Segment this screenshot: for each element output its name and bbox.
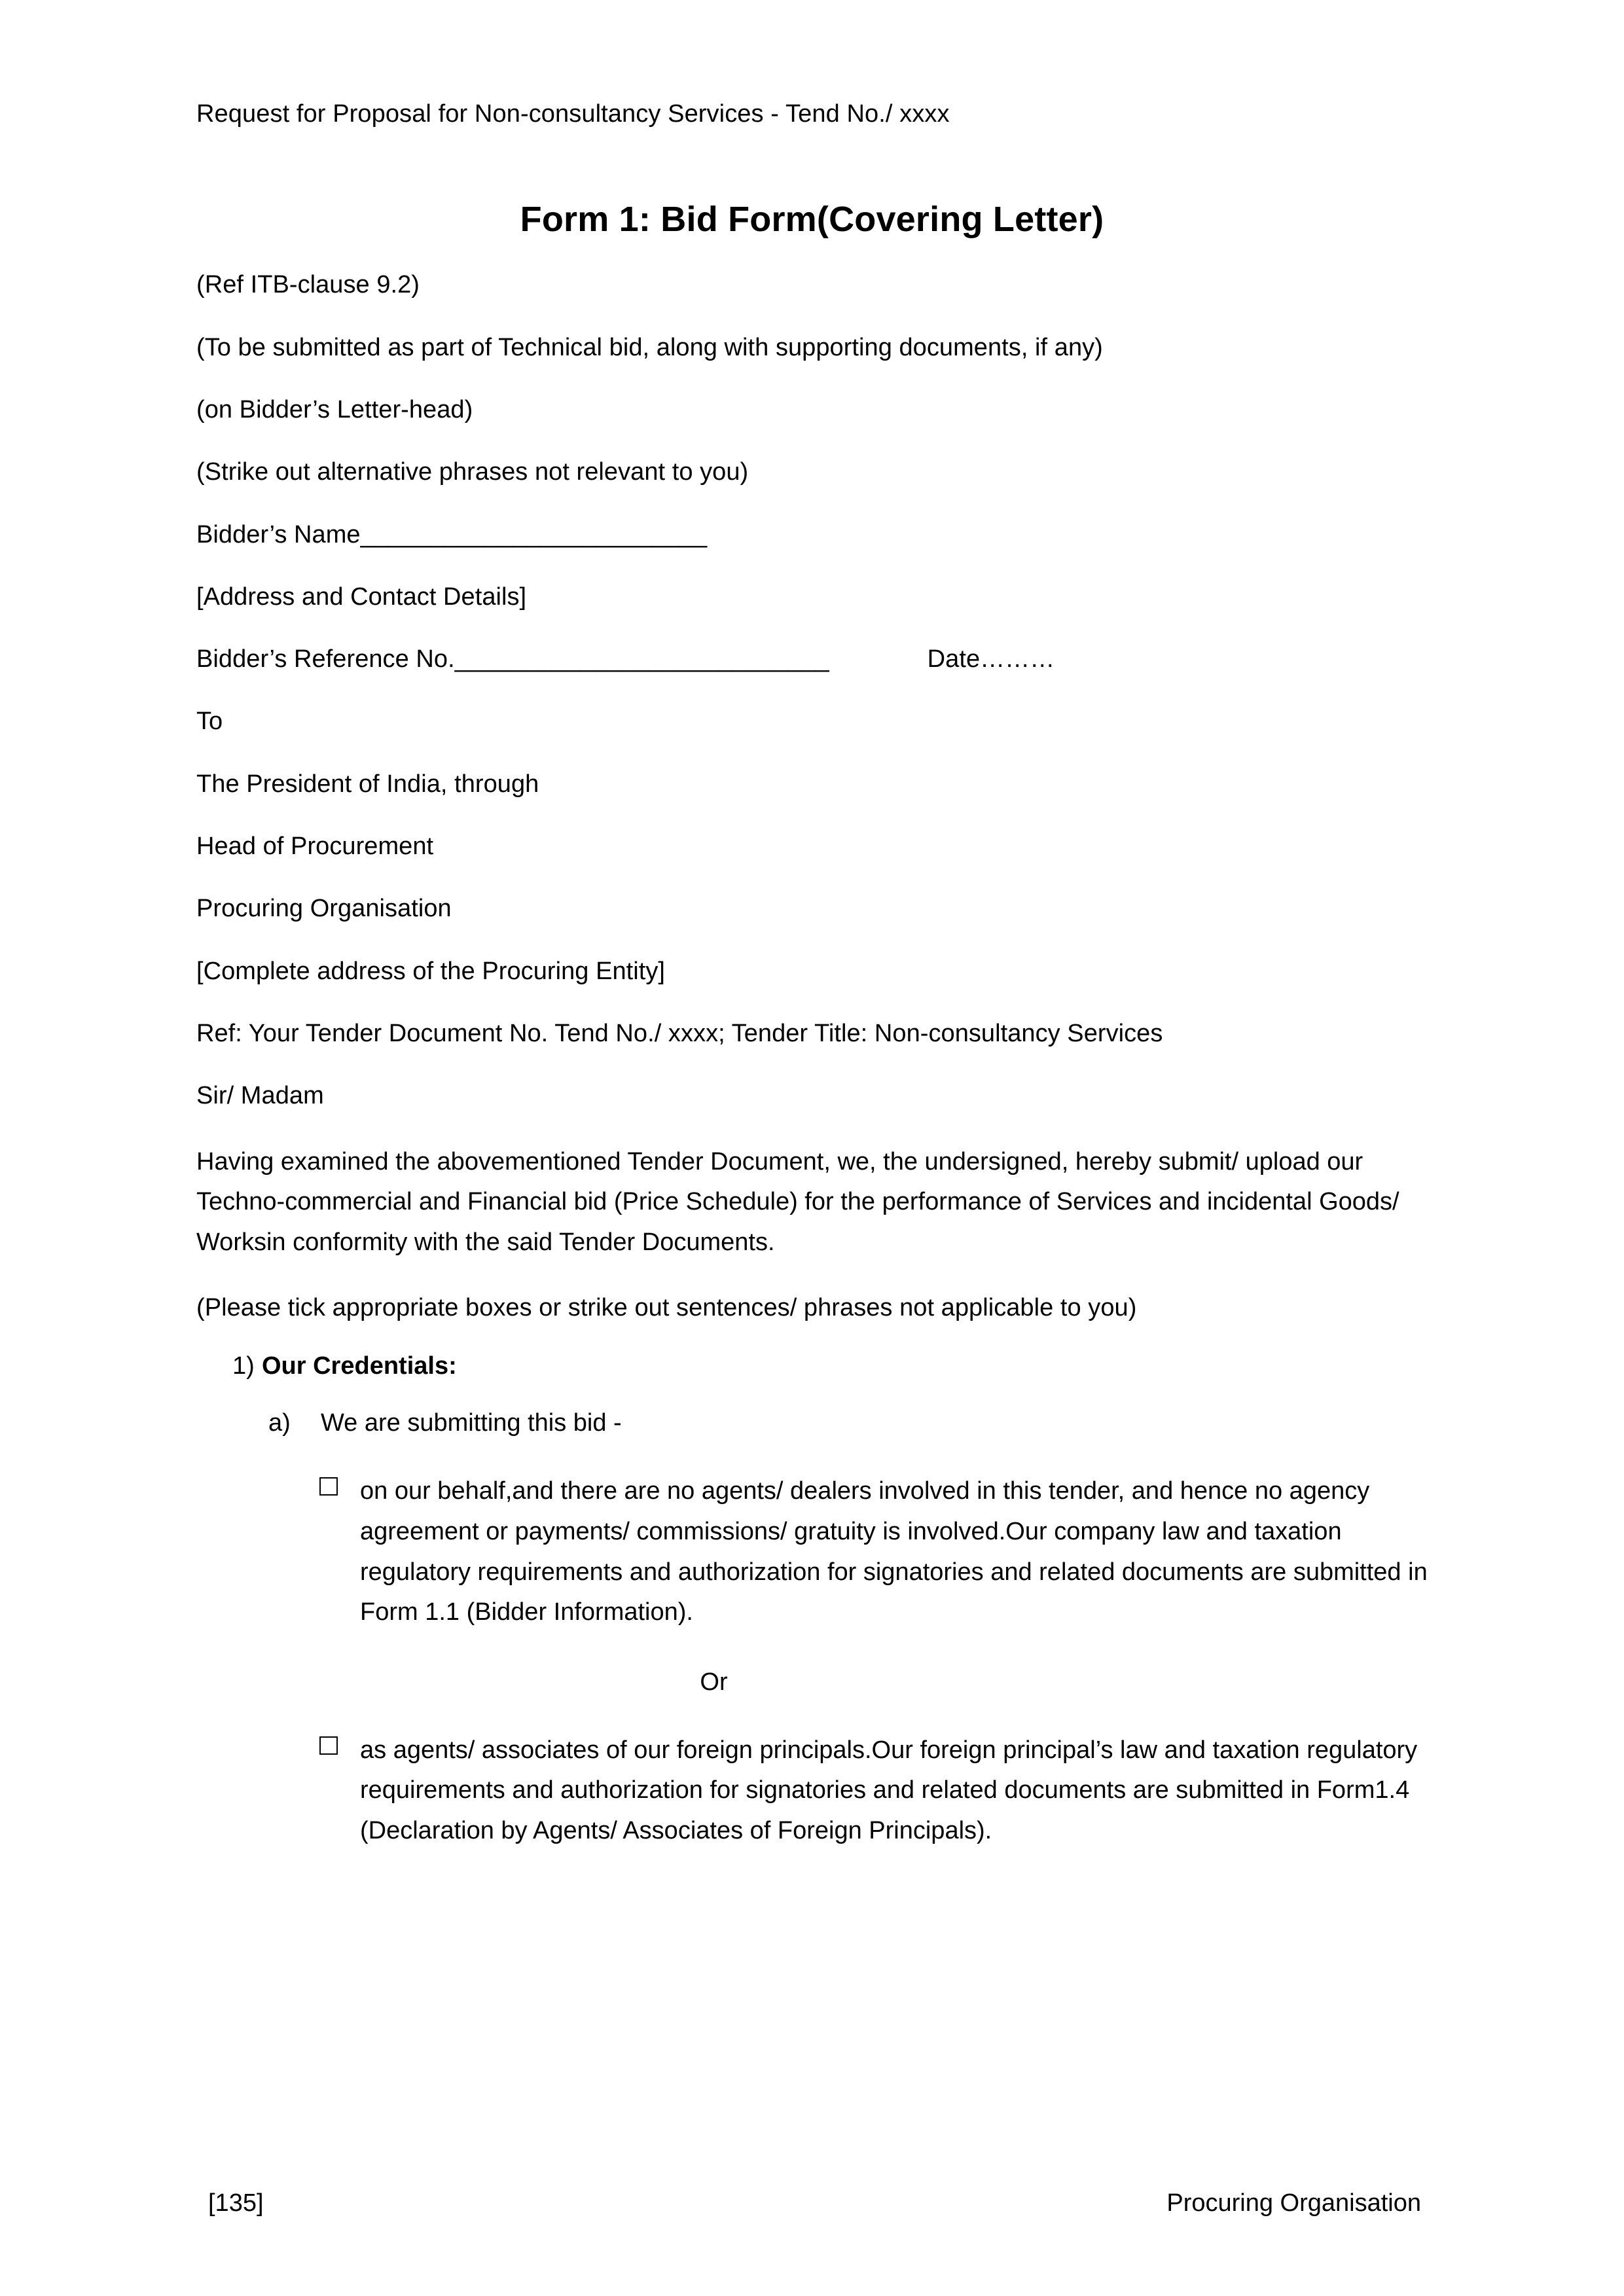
bidder-reference-line [196, 614, 1434, 676]
list-item [196, 1325, 1434, 1380]
letterhead-note-text: (on Bidder’s Letter-head) [196, 395, 473, 423]
checkbox-option-label: as agents/ associates of our foreign principals.Our foreign principal’s law and taxation regulatory requirements and authorization for signatories and related documents are submitted in Form1.4 (Declaration by Agents/ Associates of Foreign Principals). [360, 1736, 1418, 1844]
footer-organisation: Procuring Organisation [1166, 2189, 1421, 2217]
address-details-text: [Address and Contact Details] [196, 583, 527, 611]
ref-clause-text: (Ref ITB-clause 9.2) [196, 271, 420, 299]
running-header: Request for Proposal for Non-consultancy Services - Tend No./ xxxx [196, 100, 950, 128]
submission-note-text: (To be submitted as part of Technical bid, along with supporting documents, if any) [196, 333, 1103, 361]
list-marker: 1) [232, 1352, 255, 1380]
checkbox-option-agents[interactable] [196, 1696, 1434, 1852]
or-separator: Or [700, 1668, 728, 1696]
to-label: To [196, 708, 223, 736]
bidder-reference-field: Bidder’s Reference No.___________________________ [196, 645, 829, 673]
page-footer [190, 2189, 1434, 2217]
sub-list-marker: a) [268, 1409, 291, 1437]
checkbox-option-own-behalf[interactable] [196, 1437, 1434, 1632]
addressee-president: The President of India, through [196, 770, 539, 798]
checkbox-icon[interactable] [319, 1477, 338, 1496]
main-paragraph: Having examined the abovementioned Tender Document, we, the undersigned, hereby submit/ upload our Techno-commercial and Financial bid (Price Schedule) for the performance of Services and incidental Goods/ Worksin conformity with the said Tender Documents. [196, 1147, 1399, 1256]
tick-instruction-text: (Please tick appropriate boxes or strike out sentences/ phrases not applicable to you) [196, 1294, 1137, 1322]
credentials-list [190, 1325, 1434, 1380]
addressee-head-of-procurement: Head of Procurement [196, 833, 434, 861]
addressee-organisation: Procuring Organisation [196, 895, 452, 923]
date-field: Date……… [927, 645, 1055, 673]
strike-note-text: (Strike out alternative phrases not relevant to you) [196, 458, 749, 486]
addressee-address: [Complete address of the Procuring Entity] [196, 957, 666, 985]
page-number: [135] [208, 2189, 264, 2217]
checkbox-option-label: on our behalf,and there are no agents/ dealers involved in this tender, and hence no agency agreement or payments/ commissions/ gratuity is involved.Our company law and taxation regulatory requirements and authorization for signatories and related documents are submitted in Form 1.1 (Bidder Information). [360, 1477, 1428, 1626]
salutation-text: Sir/ Madam [196, 1082, 324, 1110]
sub-list-item [196, 1380, 1434, 1437]
checkbox-icon[interactable] [319, 1736, 338, 1755]
bidder-name-field: Bidder’s Name_________________________ [196, 520, 708, 548]
list-item-label: Our Credentials: [262, 1352, 457, 1380]
sub-list-item-label: We are submitting this bid - [321, 1409, 622, 1437]
checkbox-marker[interactable] [196, 1731, 360, 1852]
checkbox-marker[interactable] [196, 1471, 360, 1632]
page-title: Form 1: Bid Form(Covering Letter) [520, 200, 1104, 240]
reference-line: Ref: Your Tender Document No. Tend No./ xxxx; Tender Title: Non-consultancy Services [196, 1019, 1163, 1047]
